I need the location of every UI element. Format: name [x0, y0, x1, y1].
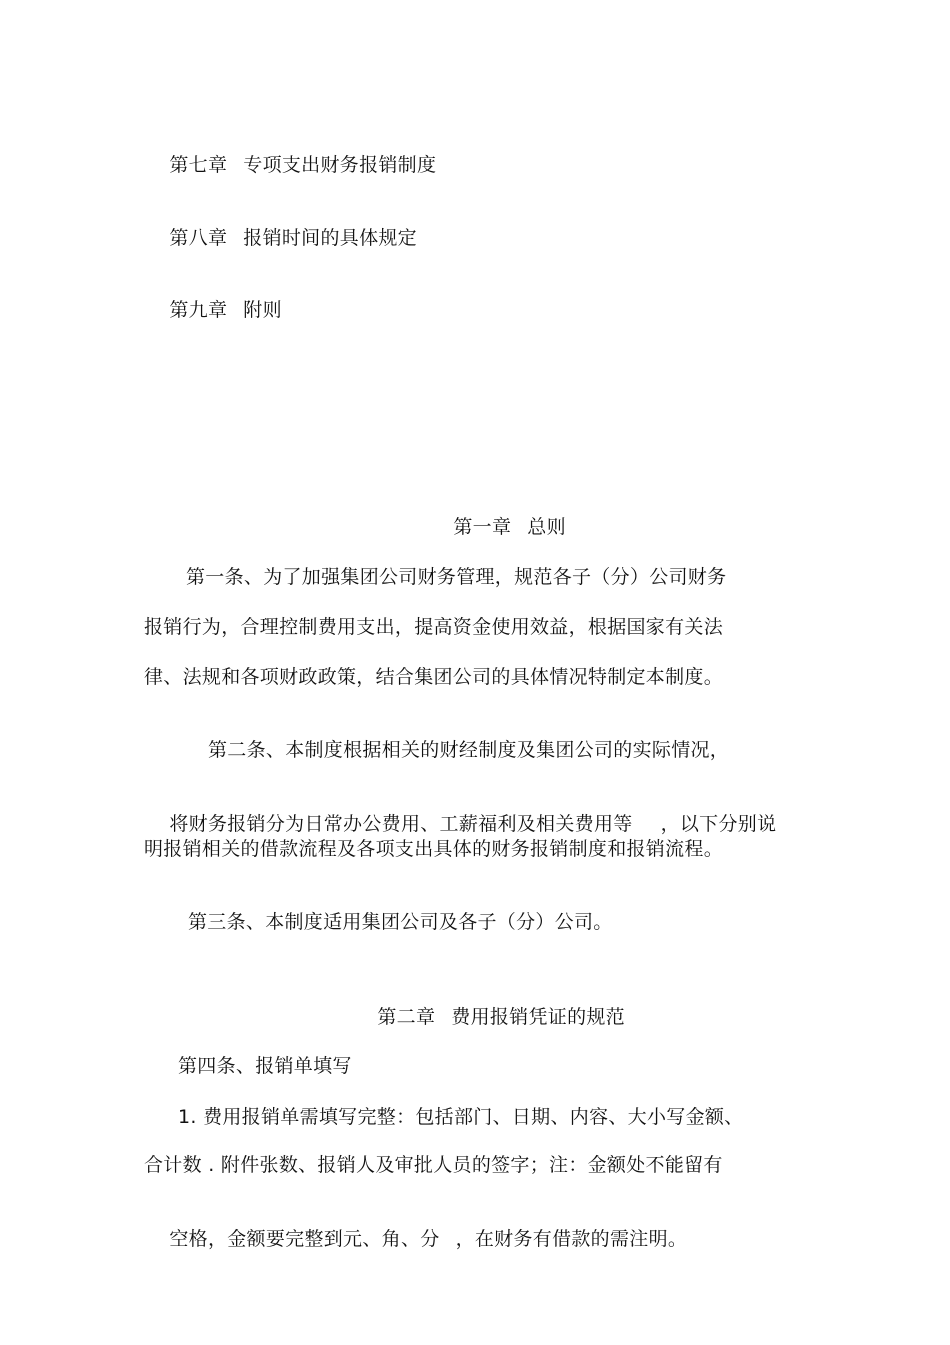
- chapter-2-number: 第二章: [377, 1006, 436, 1028]
- chapter-1-heading: [428, 491, 566, 563]
- article-4-item-1-line-3: [144, 1203, 687, 1275]
- article-2-line-2-part-b: ，以下分别说: [660, 813, 777, 835]
- chapter-1-title: 总则: [527, 516, 566, 538]
- article-1-line-1: 第一条、为了加强集团公司财务管理，规范各子（分）公司财务: [186, 566, 727, 588]
- article-2-line-1: 第二条、本制度根据相关的财经制度及集团公司的实际情况，: [208, 739, 730, 761]
- chapter-1-number: 第一章: [453, 516, 512, 538]
- article-4-item-1-line-3-part-b: ，在财务有借款的需注明。: [455, 1228, 688, 1250]
- article-2-line-2-part-a: 将财务报销分为日常办公费用、工薪福利及相关费用等: [169, 813, 633, 835]
- article-4-title: 第四条、报销单填写: [178, 1055, 352, 1077]
- toc-chapter-7: [144, 129, 436, 201]
- toc-chapter-9: [144, 274, 282, 346]
- toc-chapter-7-title: 专项支出财务报销制度: [243, 154, 437, 176]
- article-3: 第三条、本制度适用集团公司及各子（分）公司。: [188, 911, 613, 933]
- article-1-line-2: 报销行为，合理控制费用支出，提高资金使用效益，根据国家有关法: [144, 616, 724, 638]
- toc-chapter-9-title: 附则: [243, 299, 282, 321]
- article-2-line-3: 明报销相关的借款流程及各项支出具体的财务报销制度和报销流程。: [144, 838, 724, 860]
- toc-chapter-8-title: 报销时间的具体规定: [243, 227, 417, 249]
- article-4-item-1-line-3-part-a: 空格，金额要完整到元、角、分: [169, 1228, 440, 1250]
- toc-chapter-8: [144, 202, 417, 274]
- toc-chapter-8-number: 第八章: [169, 227, 228, 249]
- chapter-2-heading: [352, 981, 625, 1053]
- toc-chapter-7-number: 第七章: [169, 154, 228, 176]
- toc-chapter-9-number: 第九章: [169, 299, 228, 321]
- chapter-2-title: 费用报销凭证的规范: [451, 1006, 625, 1028]
- article-1-line-3: 律、法规和各项财政政策，结合集团公司的具体情况特制定本制度。: [144, 666, 724, 688]
- article-4-item-1-line-2: 合计数 . 附件张数、报销人及审批人员的签字；注：金额处不能留有: [144, 1154, 723, 1176]
- article-4-item-1-line-1: 1. 费用报销单需填写完整：包括部门、日期、内容、大小写金额、: [178, 1106, 744, 1128]
